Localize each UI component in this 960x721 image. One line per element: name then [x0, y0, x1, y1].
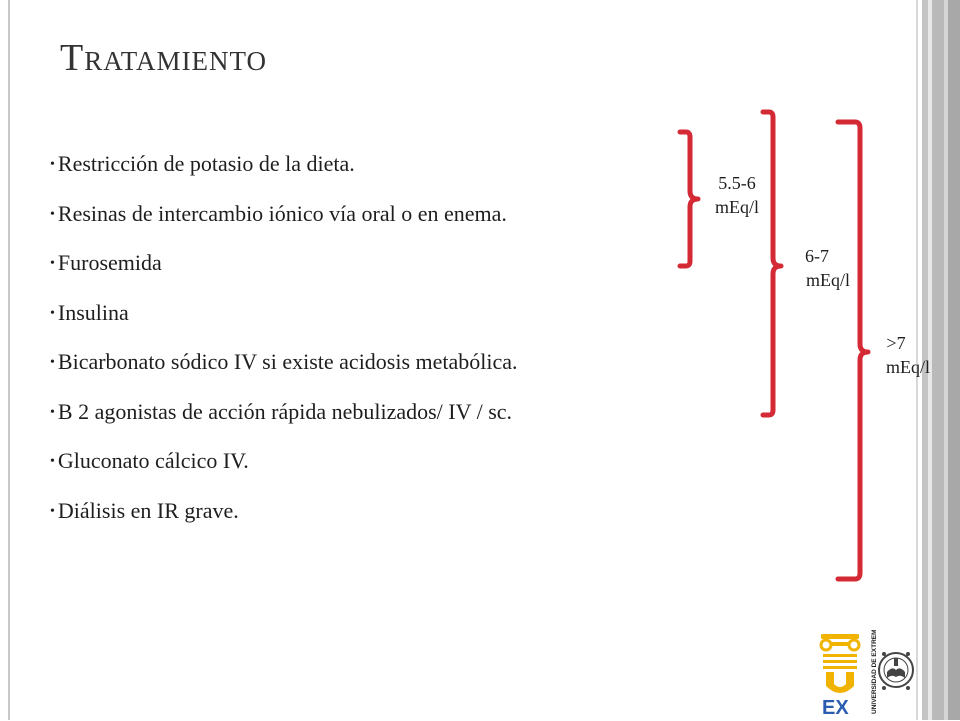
range-label-5-5-6 [700, 171, 774, 219]
list-item-text: Gluconato cálcico IV. [57, 448, 249, 473]
range-value: 5.5-6 [718, 173, 756, 193]
slide-title: Tratamiento [60, 37, 268, 79]
list-item-text: Resinas de intercambio iónico vía oral o en enema. [57, 200, 507, 226]
list-item-text: Diálisis en IR grave. [57, 497, 239, 523]
list-item-text: Furosemida [57, 250, 162, 275]
range-unit: mEq/l [715, 197, 759, 217]
list-item-text: Restricción de potasio de la dieta. [57, 151, 355, 176]
bullet-icon: • [50, 503, 55, 519]
bullet-icon: • [50, 157, 55, 172]
range-unit: mEq/l [806, 270, 850, 290]
list-item-text: Insulina [57, 299, 129, 325]
university-logo [818, 630, 914, 716]
bullet-icon: • [50, 305, 55, 321]
uex-logo-icon [818, 630, 914, 716]
list-item-text: Bicarbonato sódico IV si existe acidosis metabólica. [57, 349, 518, 374]
bullet-icon: • [50, 355, 55, 370]
list-item-text: B 2 agonistas de acción rápida nebulizados/ IV / sc. [57, 398, 513, 424]
range-value: 6-7 [805, 246, 829, 266]
bullet-icon: • [50, 454, 55, 469]
bracket-5-5-6 [680, 132, 698, 266]
range-label-6-7 [788, 244, 868, 292]
logo-vertical-text: UNIVERSIDAD DE EXTREMADURA [871, 630, 878, 714]
bullet-icon: • [50, 206, 55, 222]
bullet-icon: • [50, 404, 55, 420]
bullet-icon: • [50, 256, 55, 271]
range-value: >7 [886, 333, 906, 353]
range-label-over-7 [868, 331, 948, 379]
logo-ex-text: EX [822, 697, 849, 716]
range-unit: mEq/l [886, 357, 930, 377]
